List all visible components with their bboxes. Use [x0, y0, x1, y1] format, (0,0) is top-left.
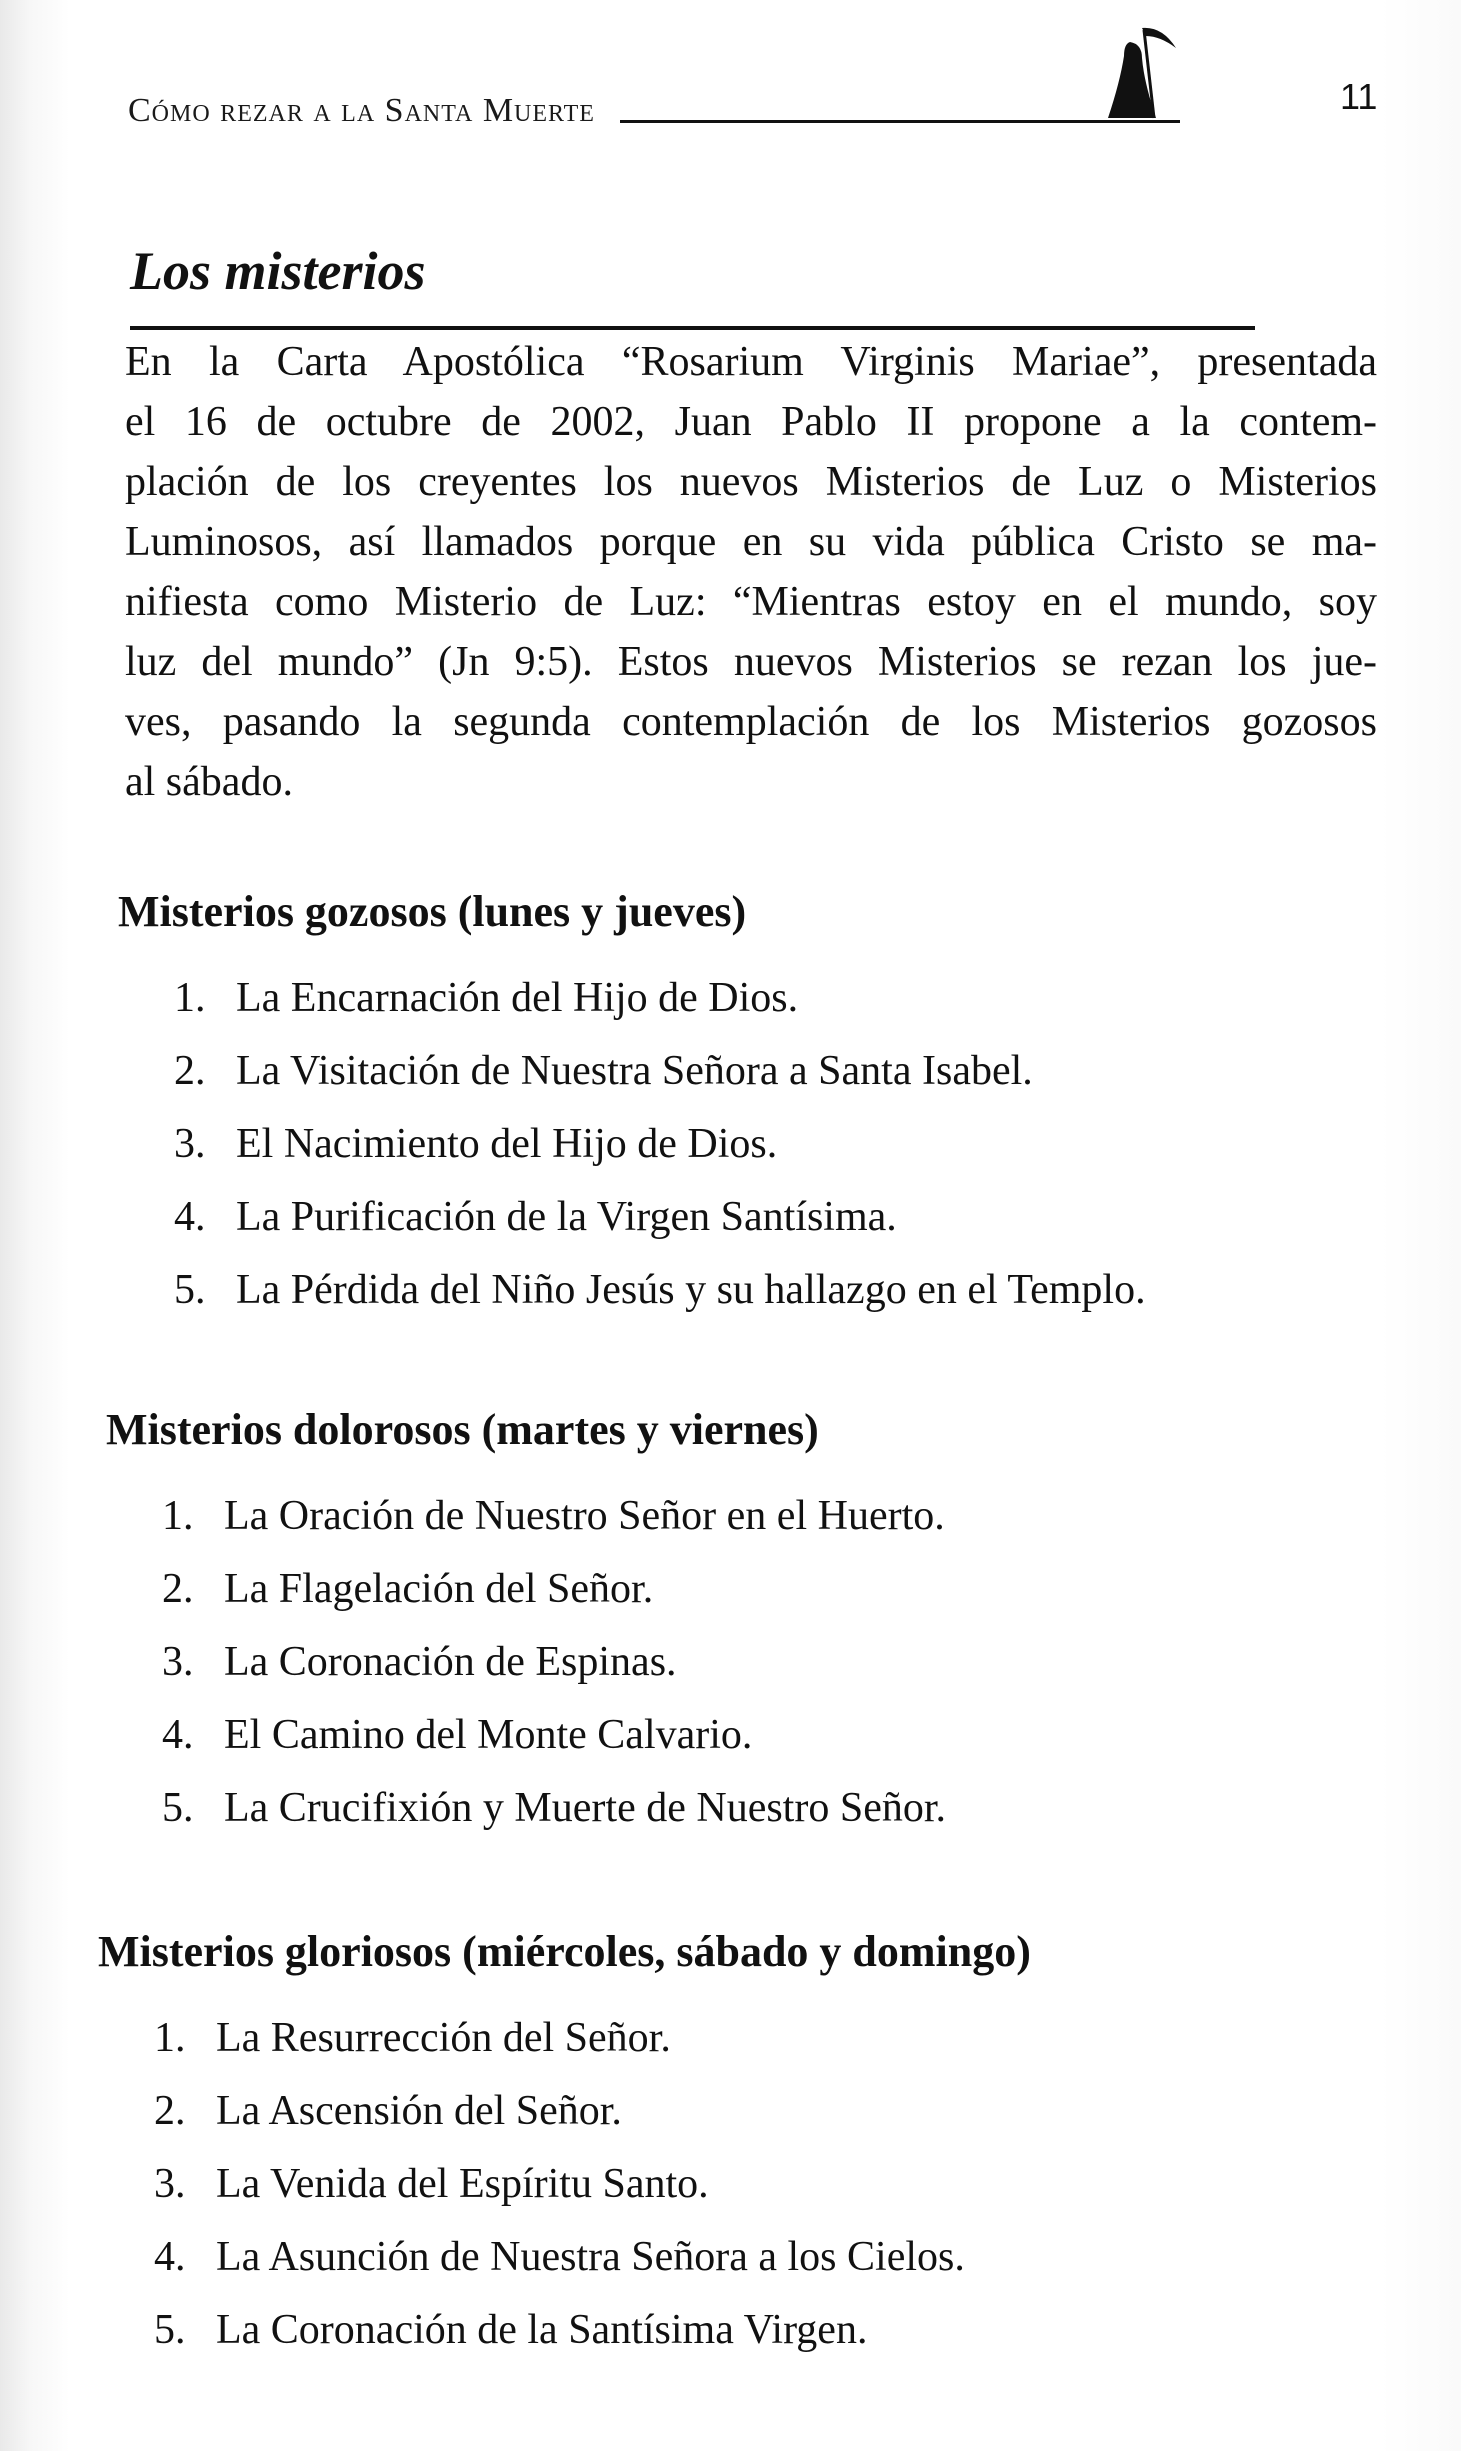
mysteries-group-glorious — [98, 1922, 1398, 2367]
intro-paragraph — [125, 332, 1377, 812]
group-title: Misterios dolorosos (martes y viernes) — [106, 1405, 819, 1454]
intro-line: plación de los creyentes los nuevos Misterios de Luz o Misterios — [125, 459, 1377, 505]
intro-line: ves, pasando la segunda contemplación de los Misterios gozosos — [125, 699, 1377, 745]
mysteries-list — [154, 2002, 1398, 2367]
mysteries-group-sorrowful — [106, 1400, 1406, 1845]
list-item: 3. La Venida del Espíritu Santo. — [154, 2161, 709, 2207]
intro-line: luz del mundo” (Jn 9:5). Estos nuevos Misterios se rezan los jue- — [125, 639, 1377, 685]
list-item: 1. La Oración de Nuestro Señor en el Huerto. — [162, 1493, 945, 1539]
page-number: 11 — [1340, 76, 1378, 117]
list-item: 1. La Encarnación del Hijo de Dios. — [174, 975, 799, 1021]
intro-line: nifiesta como Misterio de Luz: “Mientras estoy en el mundo, soy — [125, 579, 1377, 625]
section-title: Los misterios — [130, 241, 426, 301]
list-item: 5. La Pérdida del Niño Jesús y su hallazgo en el Templo. — [174, 1267, 1146, 1313]
list-item: 3. El Nacimiento del Hijo de Dios. — [174, 1121, 778, 1167]
title-rule — [130, 326, 1255, 330]
list-item: 5. La Crucifixión y Muerte de Nuestro Señor. — [162, 1785, 946, 1831]
list-item: 2. La Ascensión del Señor. — [154, 2088, 622, 2134]
running-header: Cómo rezar a la Santa Muerte — [128, 92, 595, 129]
list-item: 4. La Purificación de la Virgen Santísima. — [174, 1194, 897, 1240]
group-title: Misterios gloriosos (miércoles, sábado y domingo) — [98, 1927, 1031, 1976]
list-item: 5. La Coronación de la Santísima Virgen. — [154, 2307, 868, 2353]
reaper-icon — [1090, 22, 1180, 122]
mysteries-group-joyful — [118, 882, 1418, 1327]
list-item: 4. El Camino del Monte Calvario. — [162, 1712, 753, 1758]
intro-line: En la Carta Apostólica “Rosarium Virginis Mariae”, presentada — [125, 339, 1377, 385]
list-item: 1. La Resurrección del Señor. — [154, 2015, 671, 2061]
list-item: 3. La Coronación de Espinas. — [162, 1639, 677, 1685]
intro-line: Luminosos, así llamados porque en su vida pública Cristo se ma- — [125, 519, 1377, 565]
group-title: Misterios gozosos (lunes y jueves) — [118, 887, 747, 936]
mysteries-list — [162, 1480, 1406, 1845]
intro-line: al sábado. — [125, 759, 293, 805]
list-item: 4. La Asunción de Nuestra Señora a los Cielos. — [154, 2234, 965, 2280]
mysteries-list — [174, 962, 1418, 1327]
list-item: 2. La Flagelación del Señor. — [162, 1566, 654, 1612]
list-item: 2. La Visitación de Nuestra Señora a Santa Isabel. — [174, 1048, 1033, 1094]
intro-line: el 16 de octubre de 2002, Juan Pablo II propone a la contem- — [125, 399, 1377, 445]
